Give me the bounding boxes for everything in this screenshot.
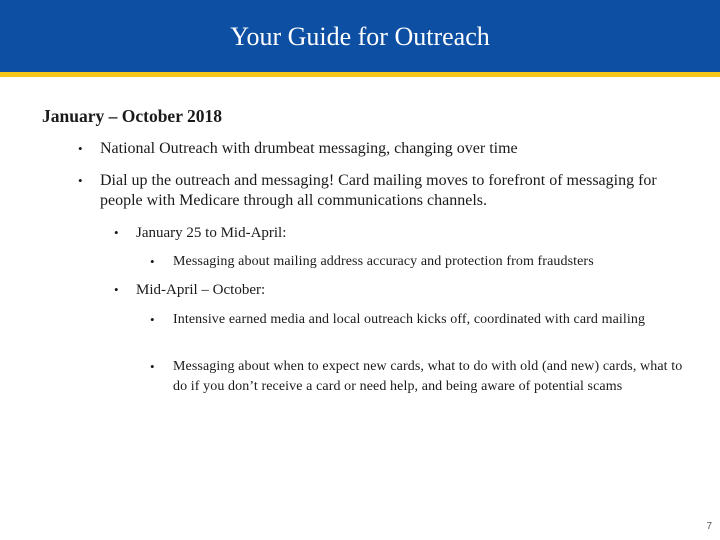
bullet-dot: •	[114, 225, 119, 240]
page-number: 7	[706, 521, 712, 532]
slide-title: Your Guide for Outreach	[230, 22, 490, 51]
bullet-dot: •	[78, 141, 83, 156]
sub-bullet-label: January 25 to Mid-April:	[136, 225, 287, 241]
bullet-item	[78, 171, 670, 211]
detail-bullet-text: Messaging about mailing address accuracy and protection from fraudsters	[173, 254, 594, 269]
bullet-dot: •	[114, 282, 119, 297]
detail-bullet-text: Messaging about when to expect new cards, what to do with old (and new) cards, what to do if you don’t receive a card or need help, and being aware of potential scams	[173, 359, 683, 394]
bullet-dot: •	[78, 173, 83, 188]
bullet-dot: •	[150, 312, 155, 327]
bullet-item	[78, 139, 670, 159]
bullet-dot: •	[150, 359, 155, 374]
section-title: January – October 2018	[42, 106, 223, 126]
sub-bullet-item	[114, 280, 676, 300]
detail-bullet-item	[150, 252, 683, 272]
sub-bullet-label: Mid-April – October:	[136, 282, 266, 298]
header-accent-bar	[0, 72, 720, 77]
bullet-dot: •	[150, 254, 155, 269]
detail-bullet-item	[150, 357, 683, 397]
sub-bullet-item	[114, 223, 676, 243]
detail-bullet-text: Intensive earned media and local outreach kicks off, coordinated with card mailing	[173, 312, 646, 327]
bullet-text: Dial up the outreach and messaging! Card mailing moves to forefront of messaging for people with Medicare through all communications channels.	[100, 172, 657, 209]
detail-bullet-item	[150, 310, 683, 330]
bullet-text: National Outreach with drumbeat messaging, changing over time	[100, 140, 518, 157]
